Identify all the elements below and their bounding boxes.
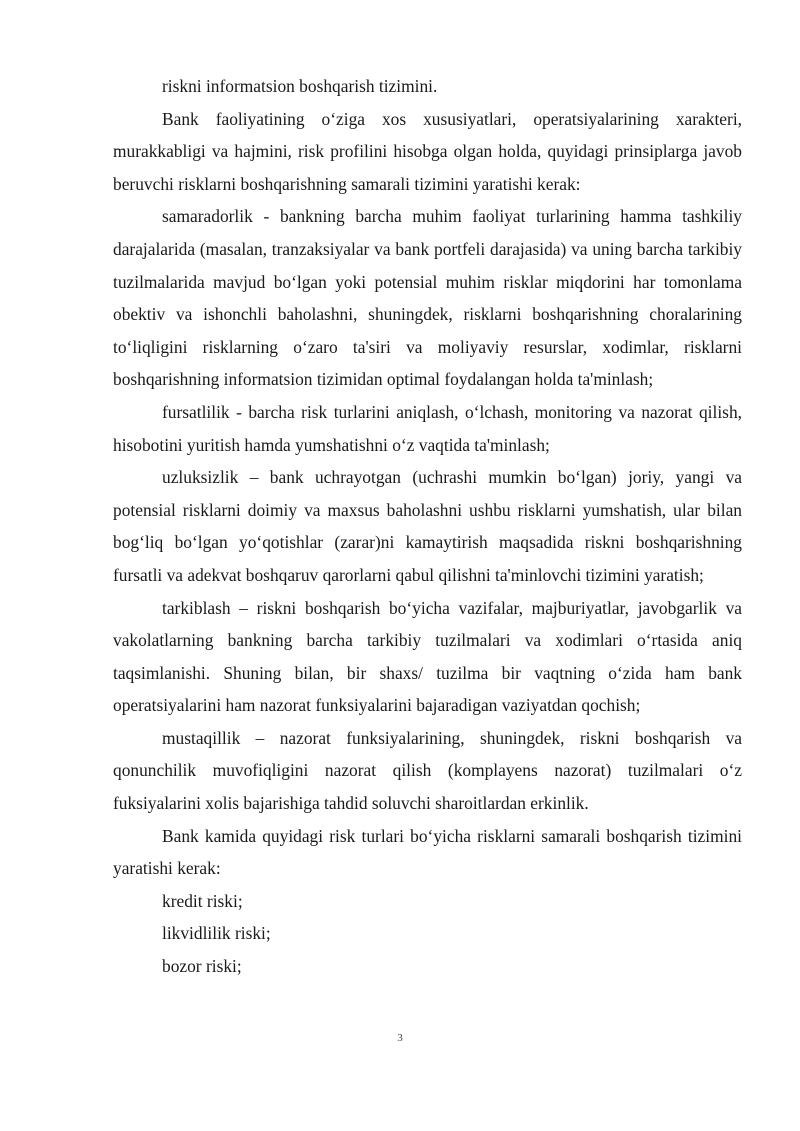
list-item-kredit: kredit riski;	[162, 890, 243, 911]
paragraph-7: mustaqillik – nazorat funksiyalarining, shuningdek, riskni boshqarish va qonunchilik muvofiqligini nazorat qilish (komplayens nazorat) tuzilmalari o‘z fuksiyalarini xolis bajarishiga tahdid soluvchi sharoitlardan erkinlik.	[113, 727, 742, 814]
document-body	[113, 70, 742, 983]
paragraph-3: samaradorlik - bankning barcha muhim faoliyat turlarining hamma tashkiliy darajalarida (masalan, tranzaksiyalar va bank portfeli darajasida) va uning barcha tarkibiy tuzilmalarida mavjud bo‘lgan yoki potensial muhim risklar miqdorini har tomonlama obektiv va ishonchli baholashni, shuningdek, risklarni boshqarishning choralarining to‘liqligini risklarning o‘zaro ta'siri va moliyaviy resurslar, xodimlar, risklarni boshqarishning informatsion tizimidan optimal foydalangan holda ta'minlash;	[113, 206, 742, 390]
paragraph-8: Bank kamida quyidagi risk turlari bo‘yicha risklarni samarali boshqarish tizimini yaratishi kerak:	[113, 825, 742, 879]
list-item-likvidlilik: likvidlilik riski;	[162, 923, 271, 944]
paragraph-6: tarkiblash – riskni boshqarish bo‘yicha vazifalar, majburiyatlar, javobgarlik va vakolatlarning bankning barcha tarkibiy tuzilmalari va xodimlari o‘rtasida aniq taqsimlanishi. Shuning bilan, bir shaxs/ tuzilma bir vaqtning o‘zida ham bank operatsiyalarini ham nazorat funksiyalarini bajaradigan vaziyatdan qochish;	[113, 597, 742, 716]
page-number: 3	[397, 1032, 403, 1044]
list-item-bozor: bozor riski;	[162, 956, 242, 977]
paragraph-5: uzluksizlik – bank uchrayotgan (uchrashi mumkin bo‘lgan) joriy, yangi va potensial risklarni doimiy va maxsus baholashni ushbu risklarni yumshatish, ular bilan bog‘liq bo‘lgan yo‘qotishlar (zarar)ni kamaytirish maqsadida riskni boshqarishning fursatli va adekvat boshqaruv qarorlarni qabul qilishni ta'minlovchi tizimini yaratish;	[113, 467, 742, 585]
paragraph-4: fursatlilik - barcha risk turlarini aniqlash, o‘lchash, monitoring va nazorat qilish, hisobotini yuritish hamda yumshatishni o‘z vaqtida ta'minlash;	[113, 401, 742, 455]
paragraph-2: Bank faoliyatining o‘ziga xos xususiyatlari, operatsiyalarining xarakteri, murakkabligi va hajmini, risk profilini hisobga olgan holda, quyidagi prinsiplarga javob beruvchi risklarni boshqarishning samarali tizimini yaratishi kerak:	[113, 108, 742, 194]
paragraph-1: riskni informatsion boshqarish tizimini.	[162, 76, 438, 96]
